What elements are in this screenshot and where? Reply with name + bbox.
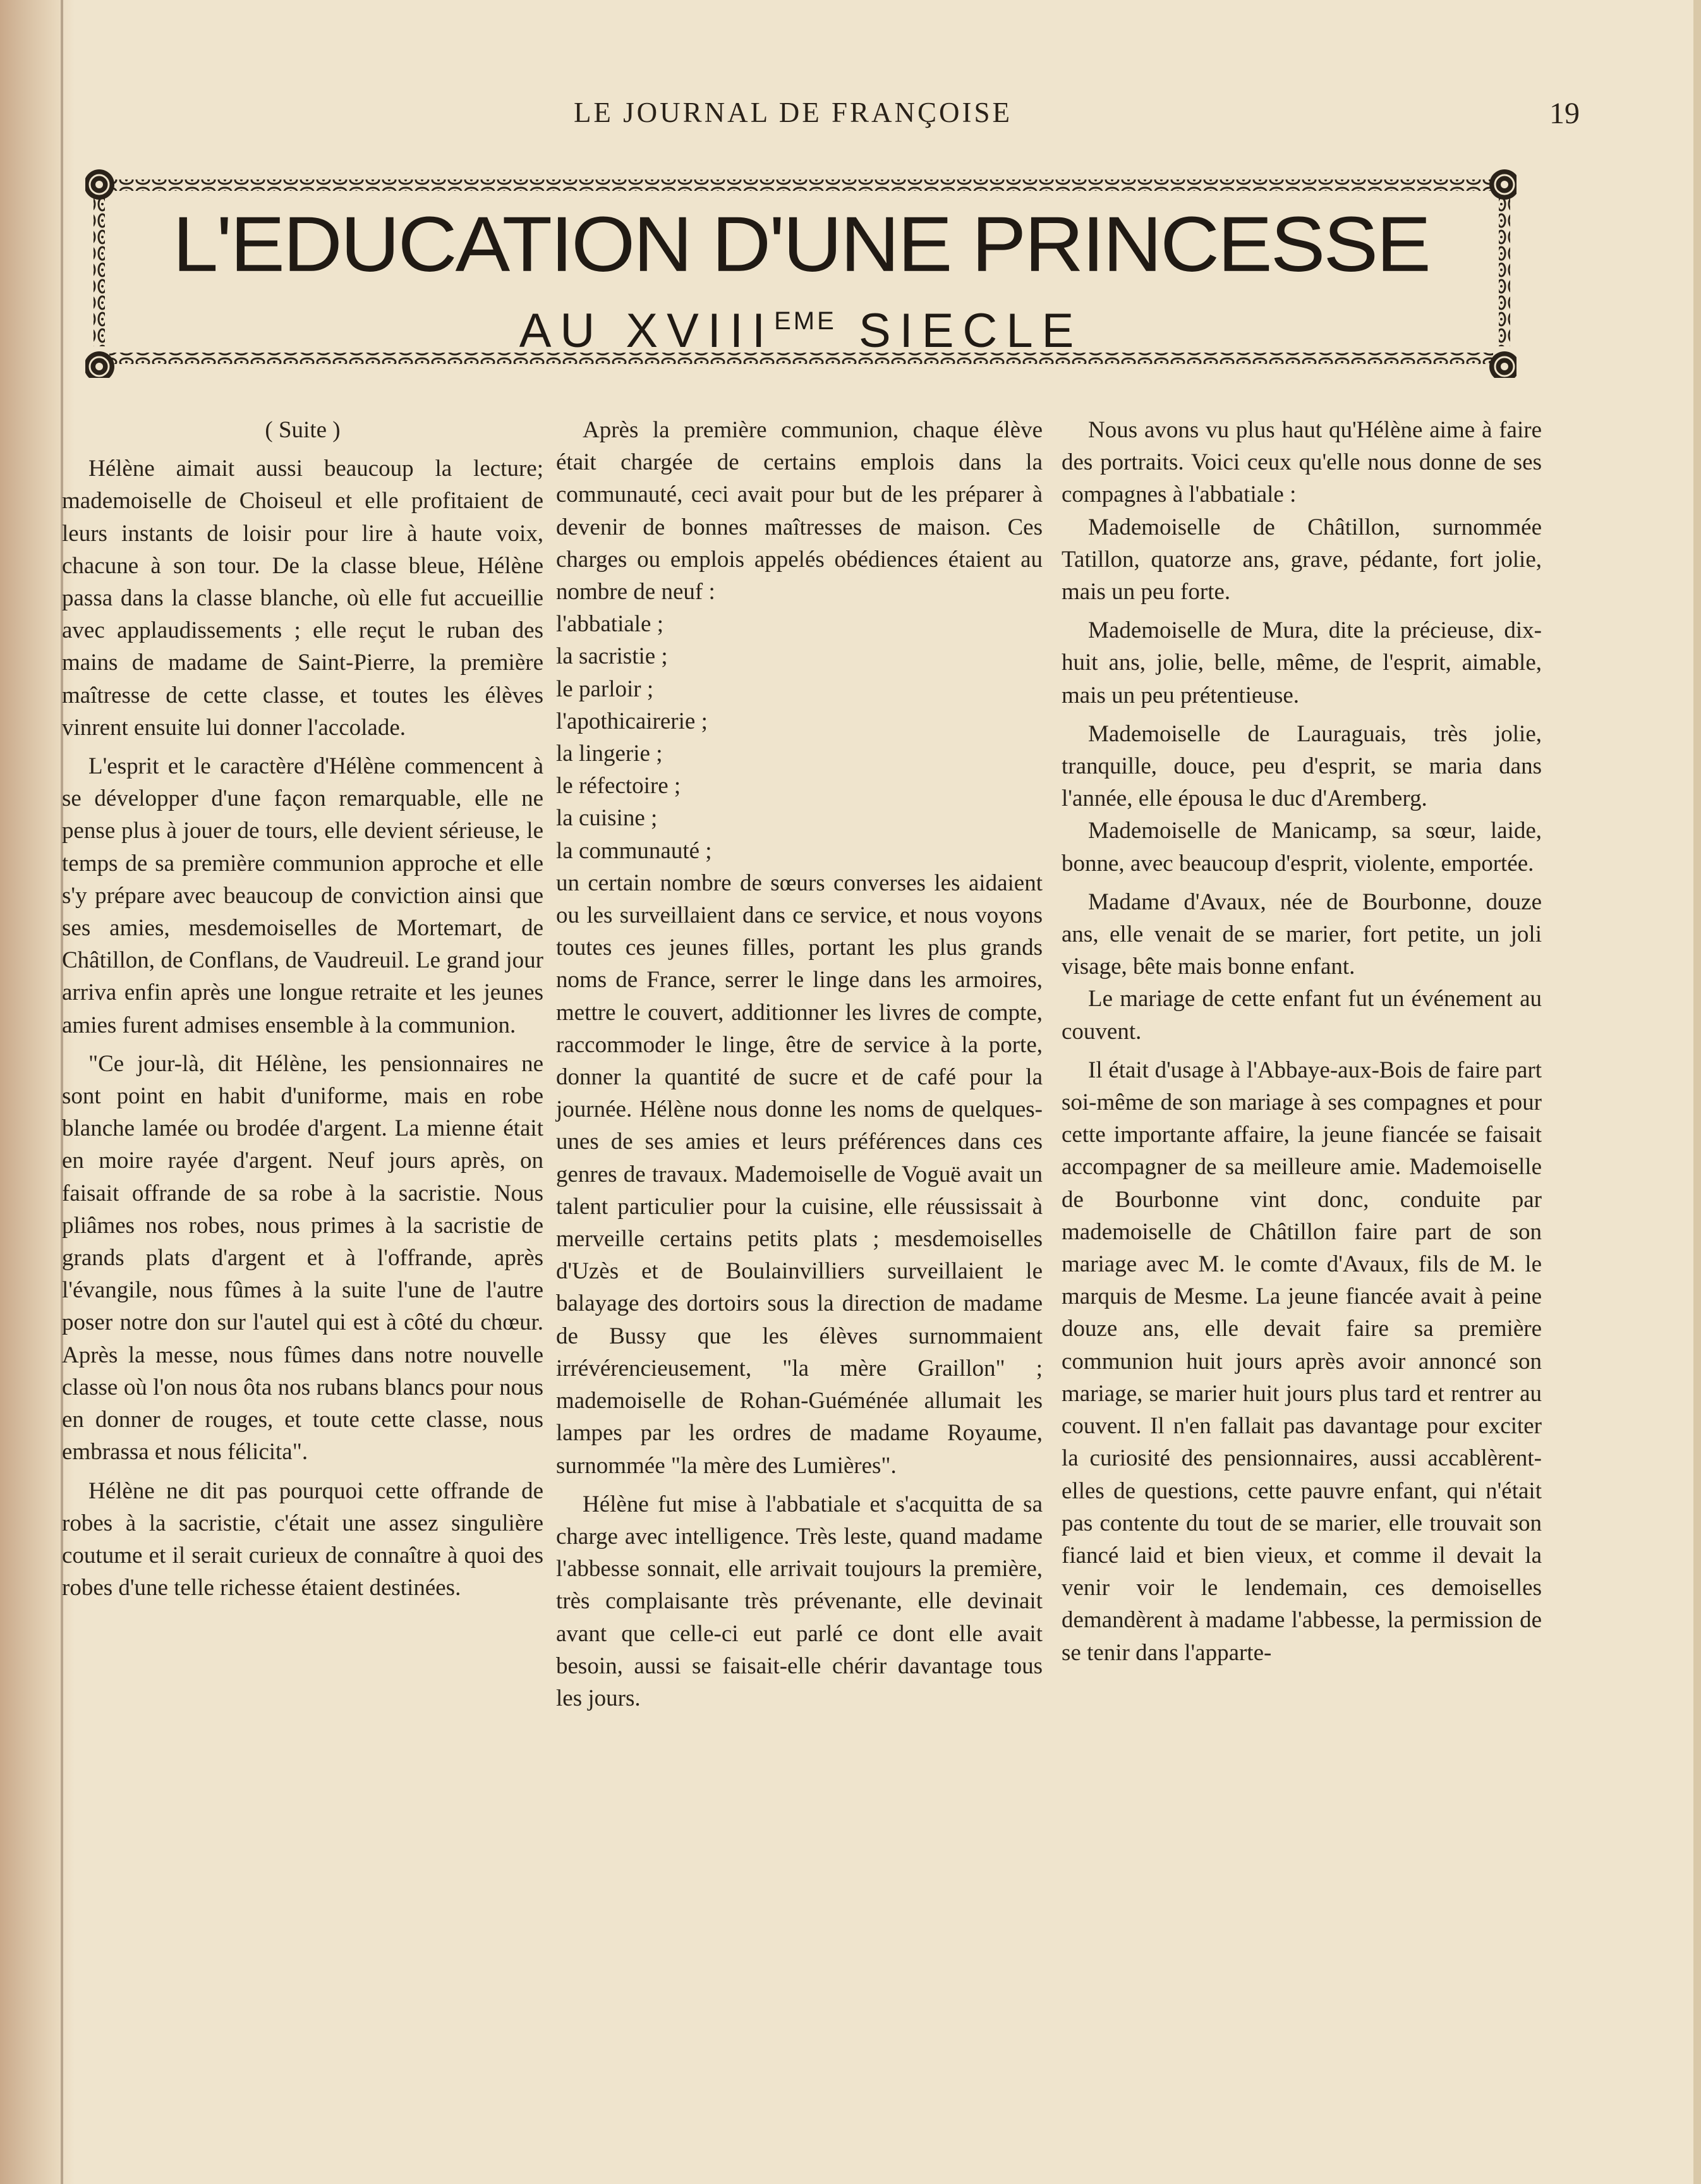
subtitle-prefix: AU XVIII [519,304,775,358]
paragraph: Mademoiselle de Manicamp, sa sœur, laide, bonne, avec beaucoup d'esprit, violente, emportée. [1062,818,1542,877]
paragraph: Madame d'Avaux, née de Bourbonne, douze ans, elle venait de se marier, fort petite, un joli visage, bête mais bonne enfant. [1062,889,1542,980]
list-item: l'apothicairerie ; [556,708,708,734]
paragraph: Hélène ne dit pas pourquoi cette offrande de robes à la sacristie, c'était une assez singulière coutume et il serait curieux de connaître à quoi des robes d'une telle richesse étaient destinées. [62,1477,543,1601]
corner-rosette-top-right [1489,169,1516,200]
paragraph: Après la première communion, chaque élève était chargée de certains emplois dans la communauté, ceci avait pour but de les préparer à devenir de bonnes maîtresses de maison. Ces charges ou emplois appelés obédiences étaient au nombre de neuf : [556,417,1043,605]
title-frame [85,163,1516,378]
paragraph: Mademoiselle de Châtillon, surnommée Tatillon, quatorze ans, grave, pédante, fort jolie, mais un peu forte. [1062,514,1542,605]
list-item: la cuisine ; [556,805,658,832]
page-right-edge [1693,0,1701,2184]
paragraph: Hélène fut mise à l'abbatiale et s'acquitta de sa charge avec intelligence. Très leste, quand madame l'abbesse sonnait, elle arrivait toujours la première, très complaisante très prévenante, elle devinait avant que celle-ci eut parlé ce dont elle avait besoin, aussi se faisait-elle chérir davantage tous les jours. [556,1491,1043,1711]
text-column-2 [556,414,1043,1714]
paragraph: Hélène aimait aussi beaucoup la lecture; mademoiselle de Choiseul et elle profitaient de leurs instants de loisir pour lire à haute voix, chacune à son tour. De la classe bleue, Hélène passa dans la classe blanche, où elle fut accueillie avec applaudissements ; elle reçut le ruban des mains de madame de Saint-Pierre, la première maîtresse de cette classe, et toutes les élèves vinrent ensuite lui donner l'accolade. [62,456,543,741]
subtitle-superscript: EME [774,307,837,335]
running-head: LE JOURNAL DE FRANÇOISE [573,97,1013,128]
paragraph: Mademoiselle de Mura, dite la précieuse, dix-huit ans, jolie, belle, même, de l'esprit, aimable, mais un peu prétentieuse. [1062,617,1542,708]
subtitle-suffix: SIECLE [858,304,1083,358]
list-item: la sacristie ; [556,643,668,670]
list-item: le réfectoire ; [556,773,681,799]
text-column-3 [1062,414,1542,1669]
paragraph: Le mariage de cette enfant fut un événement au couvent. [1062,986,1542,1045]
article-title: L'EDUCATION D'UNE PRINCESSE [173,200,1429,288]
paragraph: L'esprit et le caractère d'Hélène commencent à se développer d'une façon remarquable, elle ne pense plus à jouer de tours, elle devient sérieuse, le temps de sa première communion approche et elle s'y prépare avec beaucoup de conviction ainsi que ses amies, mesdemoiselles de Mortemart, de Châtillon, de Conflans, de Vaudreuil. Le grand jour arriva enfin après une longue retraite et les jeunes amies furent admises ensemble à la communion. [62,753,543,1038]
suite-label: ( Suite ) [265,417,341,443]
text-column-1 [62,414,543,1604]
paragraph: Il était d'usage à l'Abbaye-aux-Bois de faire part soi-même de son mariage à ses compagnes et pour cette importante affaire, la jeune fiancée se faisait accompagner de sa meilleure amie. Mademoiselle de Bourbonne vint donc, conduite par mademoiselle de Châtillon faire part de son mariage avec M. le comte d'Avaux, fils de M. le marquis de Mesme. La jeune fiancée avait à peine douze ans, elle devait faire sa première communion huit jours après avoir annoncé son mariage, se marier huit jours plus tard et rentrer au couvent. Il n'en fallait pas davantage pour exciter la curiosité des pensionnaires, aussi accablèrent-elles de questions, cette pauvre enfant, qui n'était pas contente du tout de se marier, elle trouvait son fiancé laid et bien vieux, et comme il devait la venir voir le lendemain, ces demoiselles demandèrent à madame l'abbesse, la permission de se tenir dans l'apparte- [1062,1057,1542,1666]
paragraph: "Ce jour-là, dit Hélène, les pensionnaires ne sont point en habit d'uniforme, mais en robe blanche lamée ou brodée d'argent. La mienne était en moire rayée d'argent. Neuf jours après, on faisait offrande de sa robe à la sacristie. Nous pliâmes nos robes, nous primes à la sacristie de grands plats d'argent et à l'offrande, après l'évangile, nous fûmes à la suite l'une de l'autre poser notre don sur l'autel qui est à côté du chœur. Après la messe, nous fûmes dans notre nouvelle classe où l'on nous ôta nos rubans blancs pour nous en donner de rouges, et toute cette classe, nous embrassa et nous félicita". [62,1050,543,1465]
page-number: 19 [1549,97,1580,130]
corner-rosette-top-left [85,169,114,200]
list-item: le parloir ; [556,676,654,702]
list-item: la communauté ; [556,837,712,864]
paragraph: Mademoiselle de Lauraguais, très jolie, tranquille, douce, peu d'esprit, se maria dans l'année, elle épousa le duc d'Aremberg. [1062,720,1542,812]
paragraph: un certain nombre de sœurs converses les aidaient ou les surveillaient dans ce service, et nous voyons toutes ces jeunes filles, portant les plus grands noms de France, serrer le linge dans les armoires, mettre le couvert, additionner les livres de compte, raccommoder le linge, être de service à la porte, donner la quantité de sucre et de café pour la journée. Hélène nous donne les noms de quelques-unes de ses amies et leurs préférences dans ces genres de travaux. Mademoiselle de Voguë avait un talent particulier pour la cuisine, elle réussissait à merveille certains petits plats ; mesdemoiselles d'Uzès et de Boulainvilliers surveillaient le balayage des dortoirs sous la direction de madame de Bussy que les élèves surnommaient irrévérencieusement, "la mère Graillon" ; mademoiselle de Rohan-Guéménée allumait les lampes par les ordres de madame Royaume, surnommée "la mère des Lumières". [556,870,1043,1479]
paragraph: Nous avons vu plus haut qu'Hélène aime à faire des portraits. Voici ceux qu'elle nous donne de ses compagnes à l'abbatiale : [1062,417,1542,508]
article-subtitle [85,293,1516,360]
list-item: la lingerie ; [556,741,663,767]
list-item: l'abbatiale ; [556,611,664,638]
